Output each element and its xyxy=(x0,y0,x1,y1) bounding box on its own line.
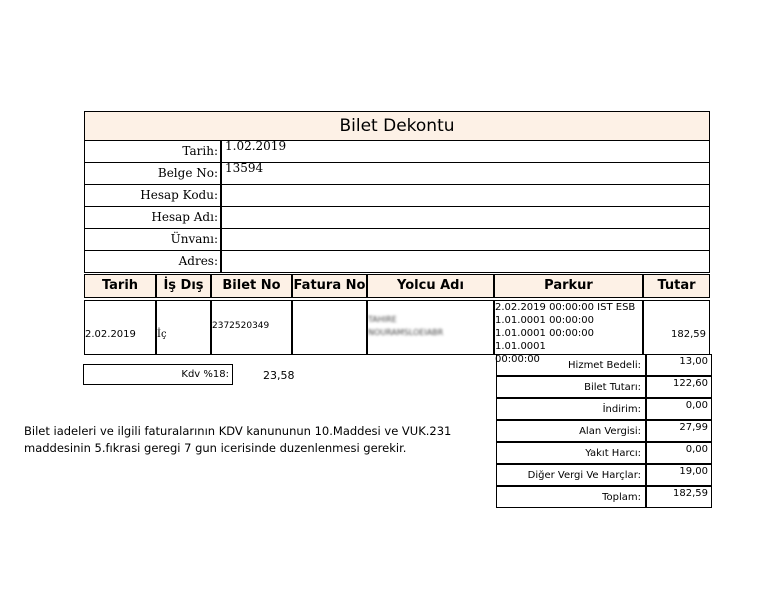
cell-parkur xyxy=(494,300,643,365)
total-label-indirim: İndirim: xyxy=(496,398,646,420)
total-value-yakit-harci: 0,00 xyxy=(646,442,712,464)
total-label-yakit-harci: Yakıt Harcı: xyxy=(496,442,646,464)
total-value-indirim: 0,00 xyxy=(646,398,712,420)
cell-is-dis-text: İç xyxy=(157,329,167,340)
header-row-adres xyxy=(84,251,710,273)
col-header-tutar: Tutar xyxy=(643,274,710,298)
header-row-hesap-adi xyxy=(84,207,710,229)
parkur-line3: 1.01.0001 00:00:00 1.01.0001 xyxy=(495,328,594,352)
total-value-bilet-tutari: 122,60 xyxy=(646,376,712,398)
total-label-bilet-tutari: Bilet Tutarı: xyxy=(496,376,646,398)
total-label-alan-vergisi: Alan Vergisi: xyxy=(496,420,646,442)
cell-is-dis xyxy=(156,300,211,355)
header-row-unvani xyxy=(84,229,710,251)
header-row-belge-no xyxy=(84,163,710,185)
header-row-tarih xyxy=(84,141,710,163)
kdv-value: 23,58 xyxy=(263,369,295,382)
cell-yolcu-adi xyxy=(367,300,494,355)
total-label-hizmet-bedeli: Hizmet Bedeli: xyxy=(496,354,646,376)
header-label-tarih: Tarih: xyxy=(85,141,222,162)
parkur-line4: 00:00:00 xyxy=(495,354,540,365)
col-header-tarih: Tarih xyxy=(84,274,156,298)
yolcu-name-line1: TAHIRE xyxy=(368,315,397,324)
header-value-belge-no: 13594 xyxy=(225,161,264,175)
cell-tutar xyxy=(643,300,710,355)
header-label-adres: Adres: xyxy=(85,251,222,272)
total-value-alan-vergisi: 27,99 xyxy=(646,420,712,442)
cell-bilet-no xyxy=(211,300,292,355)
col-header-fatura-no: Fatura No xyxy=(292,274,367,298)
header-value-tarih: 1.02.2019 xyxy=(225,139,287,153)
parkur-line2: 1.01.0001 00:00:00 xyxy=(495,315,594,326)
header-label-belge-no: Belge No: xyxy=(85,163,222,184)
cell-fatura-no xyxy=(292,300,367,355)
col-header-parkur: Parkur xyxy=(494,274,643,298)
document-title: Bilet Dekontu xyxy=(84,111,710,141)
total-value-toplam: 182,59 xyxy=(646,486,712,508)
col-header-yolcu-adi: Yolcu Adı xyxy=(367,274,494,298)
cell-bilet-no-text: 2372520349 xyxy=(212,321,270,331)
kdv-label: Kdv %18: xyxy=(83,364,233,385)
header-label-hesap-kodu: Hesap Kodu: xyxy=(85,185,222,206)
col-header-is-dis: İş Dış xyxy=(156,274,211,298)
yolcu-name-line2: NOURAMSLOEIABR xyxy=(368,328,444,337)
col-header-bilet-no: Bilet No xyxy=(211,274,292,298)
total-label-toplam: Toplam: xyxy=(496,486,646,508)
total-value-hizmet-bedeli: 13,00 xyxy=(646,354,712,376)
parkur-line1: 2.02.2019 00:00:00 IST ESB xyxy=(495,302,636,313)
cell-tarih xyxy=(84,300,156,355)
header-label-hesap-adi: Hesap Adı: xyxy=(85,207,222,228)
cell-tarih-text: 2.02.2019 xyxy=(85,329,136,340)
total-value-diger-vergi: 19,00 xyxy=(646,464,712,486)
total-label-diger-vergi: Diğer Vergi Ve Harçlar: xyxy=(496,464,646,486)
legal-note: Bilet iadeleri ve ilgili faturalarının KDV kanununun 10.Maddesi ve VUK.231 maddesinin 5.fıkrasi geregi 7 gun icerisinde duzenlenmesi gerekir. xyxy=(24,424,452,455)
header-row-hesap-kodu xyxy=(84,185,710,207)
header-label-unvani: Ünvanı: xyxy=(85,229,222,250)
cell-tutar-text: 182,59 xyxy=(671,329,706,340)
